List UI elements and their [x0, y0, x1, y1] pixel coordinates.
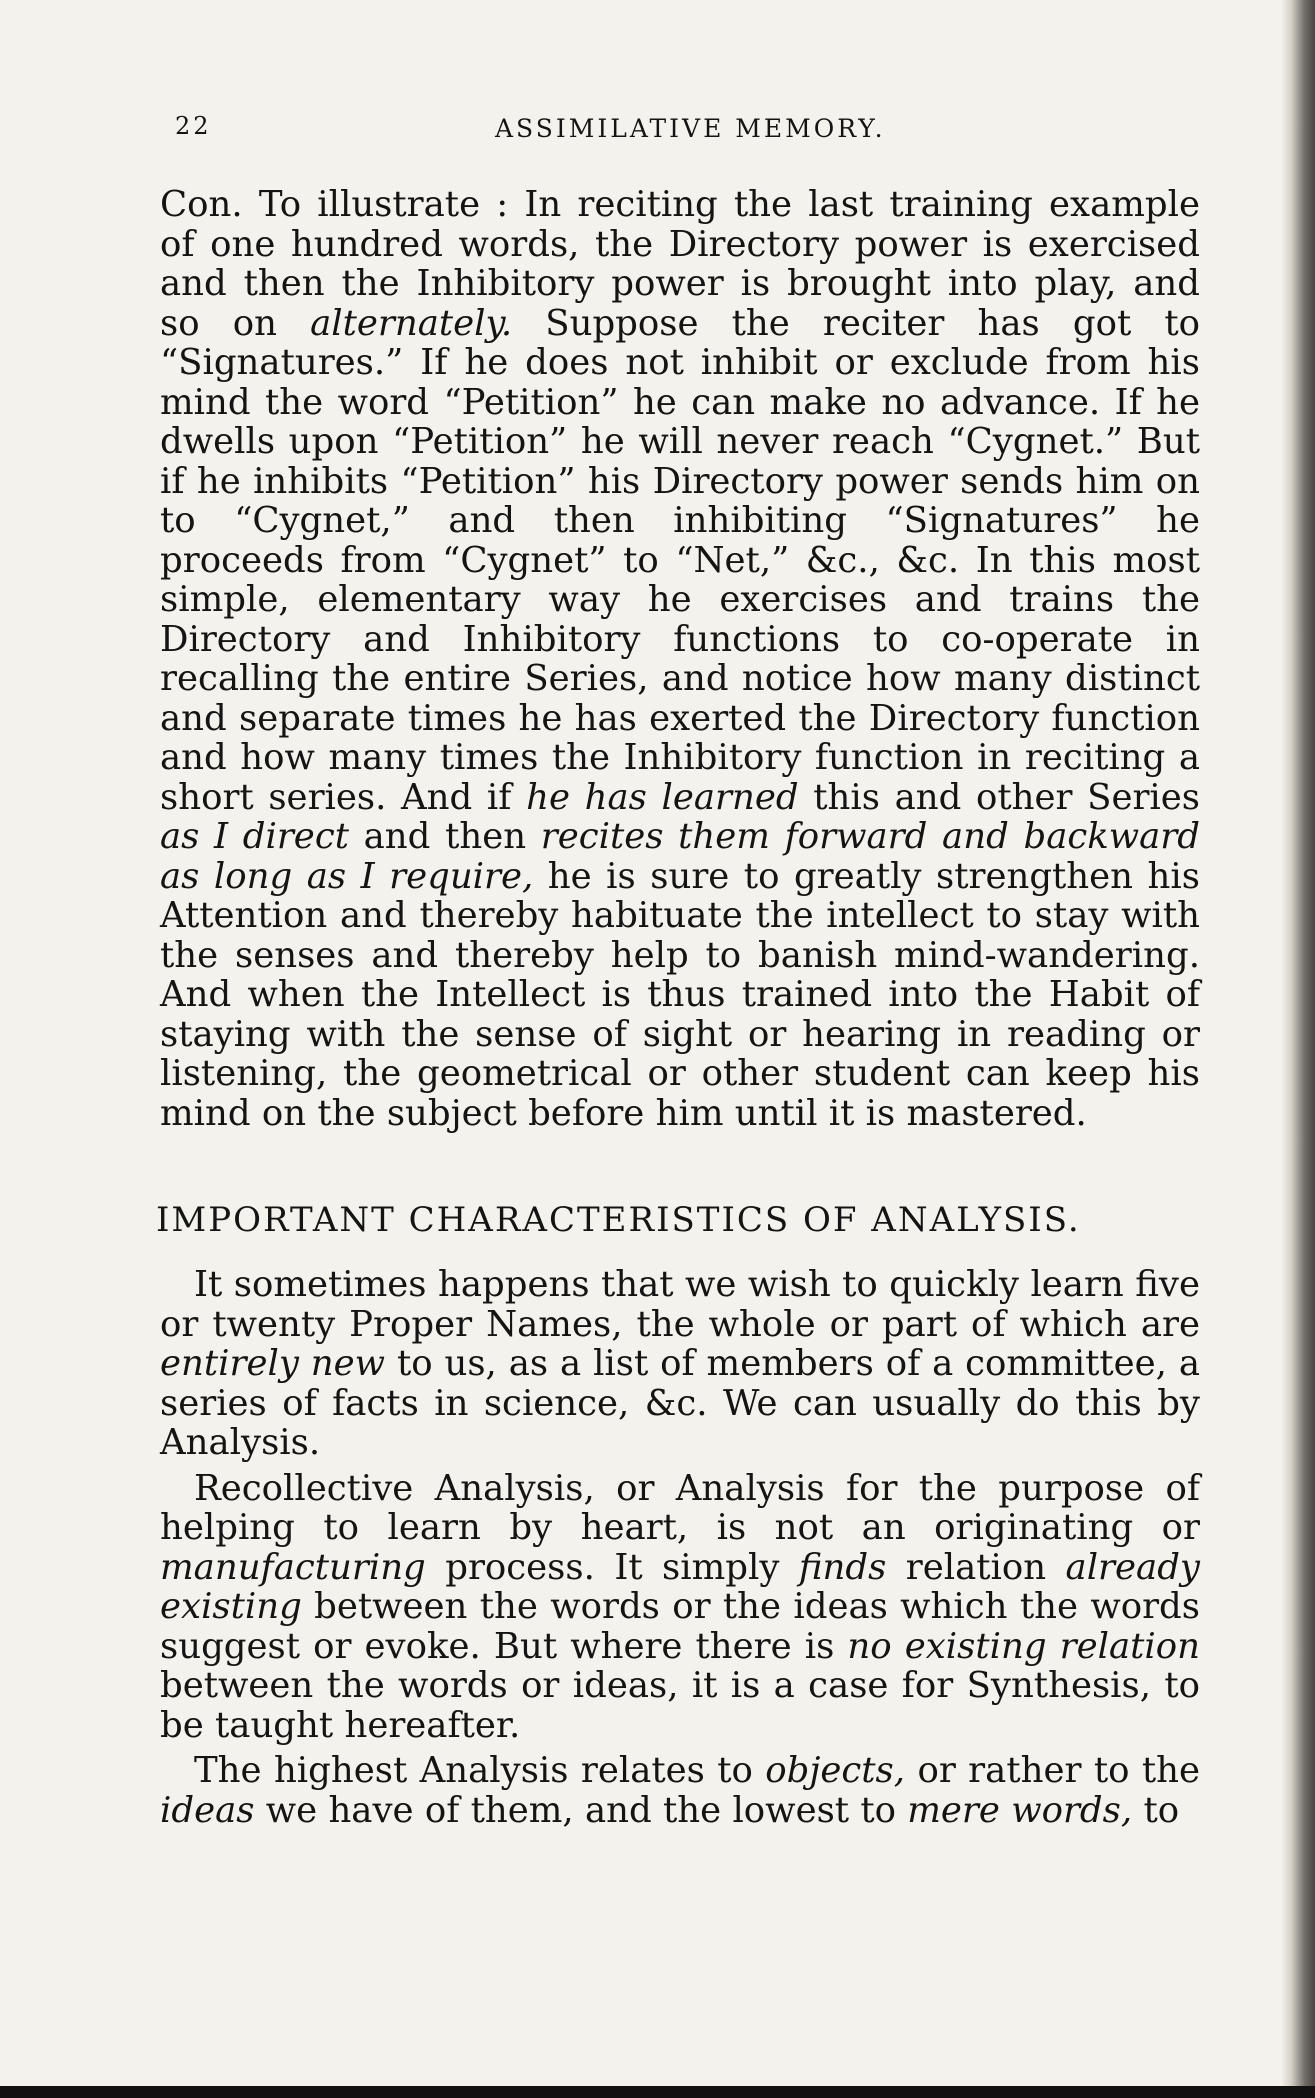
scanned-page-edge — [1281, 0, 1315, 2098]
section-heading: IMPORTANT CHARACTERISTICS OF ANALYSIS. — [156, 1200, 1081, 1240]
paragraph: The highest Analysis relates to objects, or rather to the ideas we have of them, and the lowest to mere words, to — [160, 1750, 1200, 1831]
body-text-bottom — [160, 1265, 1200, 1836]
paragraph: Con. To illustrate : In reciting the last training example of one hundred words, the Directory power is exercised and then the Inhibitory power is brought into play, and so on alternately. Suppose the reciter has got to “Signatures.” If he does not inhibit or exclude from his mind the word “Petition” he can make no advance. If he dwells upon “Petition” he will never reach “Cygnet.” But if he inhibits “Petition” his Directory power sends him on to “Cygnet,” and then inhibiting “Signatures” he proceeds from “Cygnet” to “Net,” &c., &c. In this most simple, elementary way he exercises and trains the Directory and Inhibitory functions to co-operate in recalling the entire Series, and notice how many distinct and separate times he has exerted the Directory function and how many times the Inhibitory function in reciting a short series. And if he has learned this and other Series as I direct and then recites them forward and backward as long as I require, he is sure to greatly strengthen his Attention and thereby habituate the intellect to stay with the senses and thereby help to banish mind-wandering. And when the Intellect is thus trained into the Habit of staying with the sense of sight or hearing in reading or listening, the geometrical or other student can keep his mind on the subject before him until it is mastered. — [160, 184, 1201, 1134]
running-header — [175, 112, 1185, 152]
paragraph: Recollective Analysis, or Analysis for the purpose of helping to learn by heart, is not an originating or manufacturing process. It simply finds relation already existing between the words or the ideas which the words suggest or evoke. But where there is no existing relation between the words or ideas, it is a case for Synthesis, to be taught hereafter. — [160, 1467, 1200, 1746]
page-number: 22 — [175, 112, 212, 140]
paragraph: It sometimes happens that we wish to quickly learn five or twenty Proper Names, the whole or part of which are entirely new to us, as a list of members of a committee, a series of facts in science, &c. We can usually do this by Analysis. — [160, 1264, 1200, 1463]
body-text-top — [160, 185, 1200, 1133]
scanned-page-bottom-border — [0, 2086, 1315, 2098]
running-title: ASSIMILATIVE MEMORY. — [495, 114, 886, 143]
